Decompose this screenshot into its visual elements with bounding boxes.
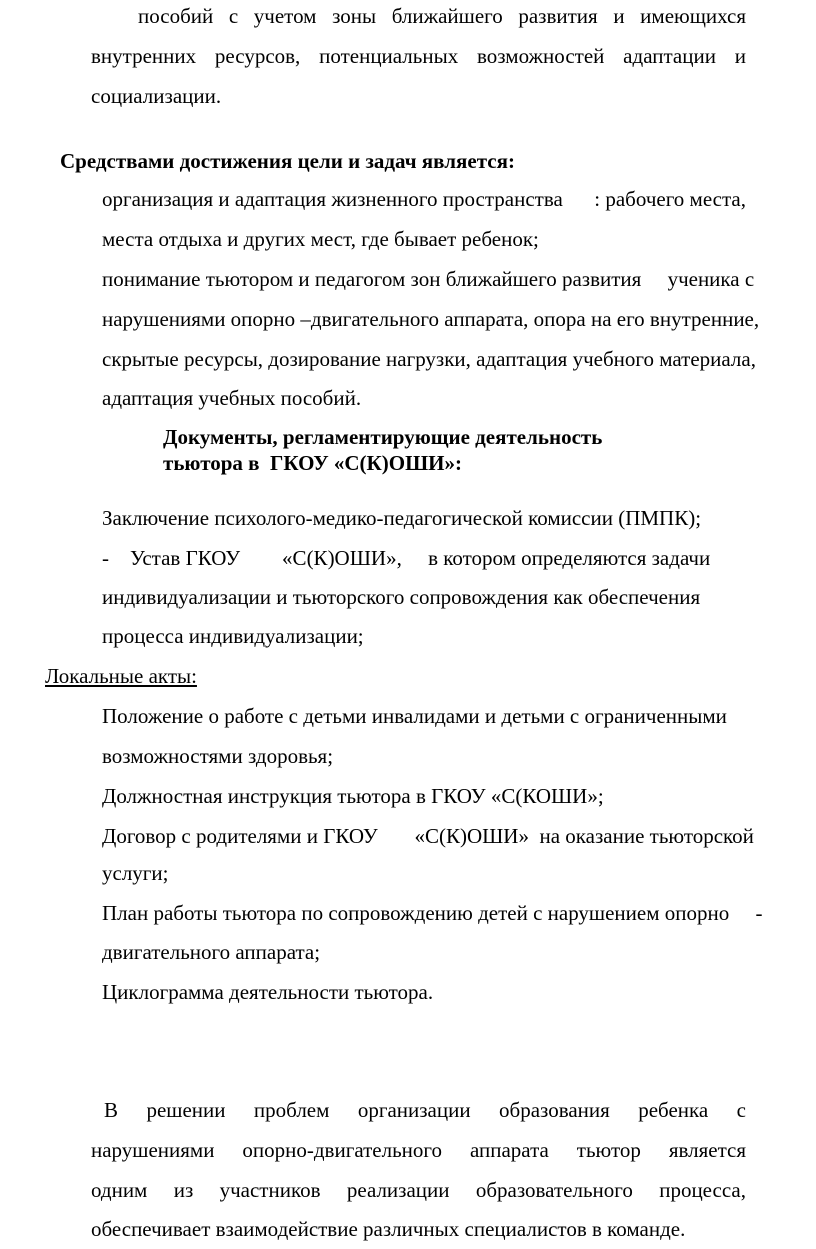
intro-line: пособий с учетом зоны ближайшего развития и имеющихся xyxy=(138,4,746,28)
means-line: организация и адаптация жизненного пространства : рабочего места, xyxy=(102,187,747,211)
local-acts-line: возможностями здоровья; xyxy=(102,744,334,768)
means-line: места отдыха и других мест, где бывает ребенок; xyxy=(102,227,539,251)
means-line: адаптация учебных пособий. xyxy=(102,386,362,410)
local-acts-line: Договор с родителями и ГКОУ «С(К)ОШИ» на оказание тьюторской xyxy=(102,824,754,848)
documents-heading: тьютора в ГКОУ «С(К)ОШИ»: xyxy=(163,451,462,475)
conclusion-line: В решении проблем организации образования ребенка с xyxy=(104,1098,746,1122)
local-acts-line: План работы тьютора по сопровождению детей с нарушением опорно - xyxy=(102,901,763,925)
conclusion-line: одним из участников реализации образовательного процесса, xyxy=(91,1178,746,1202)
local-acts-line: двигательного аппарата; xyxy=(102,940,321,964)
conclusion-line: обеспечивает взаимодействие различных специалистов в команде. xyxy=(91,1217,686,1241)
local-acts-line: услуги; xyxy=(102,861,169,885)
means-line: понимание тьютором и педагогом зон ближайшего развития ученика с xyxy=(102,267,755,291)
local-acts-heading: Локальные акты: xyxy=(45,664,197,688)
local-acts-line: Циклограмма деятельности тьютора. xyxy=(102,980,434,1004)
intro-line: социализации. xyxy=(91,84,222,108)
means-heading: Средствами достижения цели и задач является: xyxy=(60,149,515,173)
documents-line: Заключение психолого-медико-педагогической комиссии (ПМПК); xyxy=(102,506,702,530)
local-acts-line: Положение о работе с детьми инвалидами и детьми с ограниченными xyxy=(102,704,727,728)
documents-line: индивидуализации и тьюторского сопровождения как обеспечения xyxy=(102,585,701,609)
conclusion-line: нарушениями опорно-двигательного аппарата тьютор является xyxy=(91,1138,746,1162)
documents-line: процесса индивидуализации; xyxy=(102,624,364,648)
documents-heading: Документы, регламентирующие деятельность xyxy=(163,425,603,449)
means-line: нарушениями опорно –двигательного аппарата, опора на его внутренние, xyxy=(102,307,760,331)
local-acts-line: Должностная инструкция тьютора в ГКОУ «С(КОШИ»; xyxy=(102,784,604,808)
intro-line: внутренних ресурсов, потенциальных возможностей адаптации и xyxy=(91,44,746,68)
documents-line: - Устав ГКОУ «С(К)ОШИ», в котором определяются задачи xyxy=(102,546,711,570)
means-line: скрытые ресурсы, дозирование нагрузки, адаптация учебного материала, xyxy=(102,347,756,371)
